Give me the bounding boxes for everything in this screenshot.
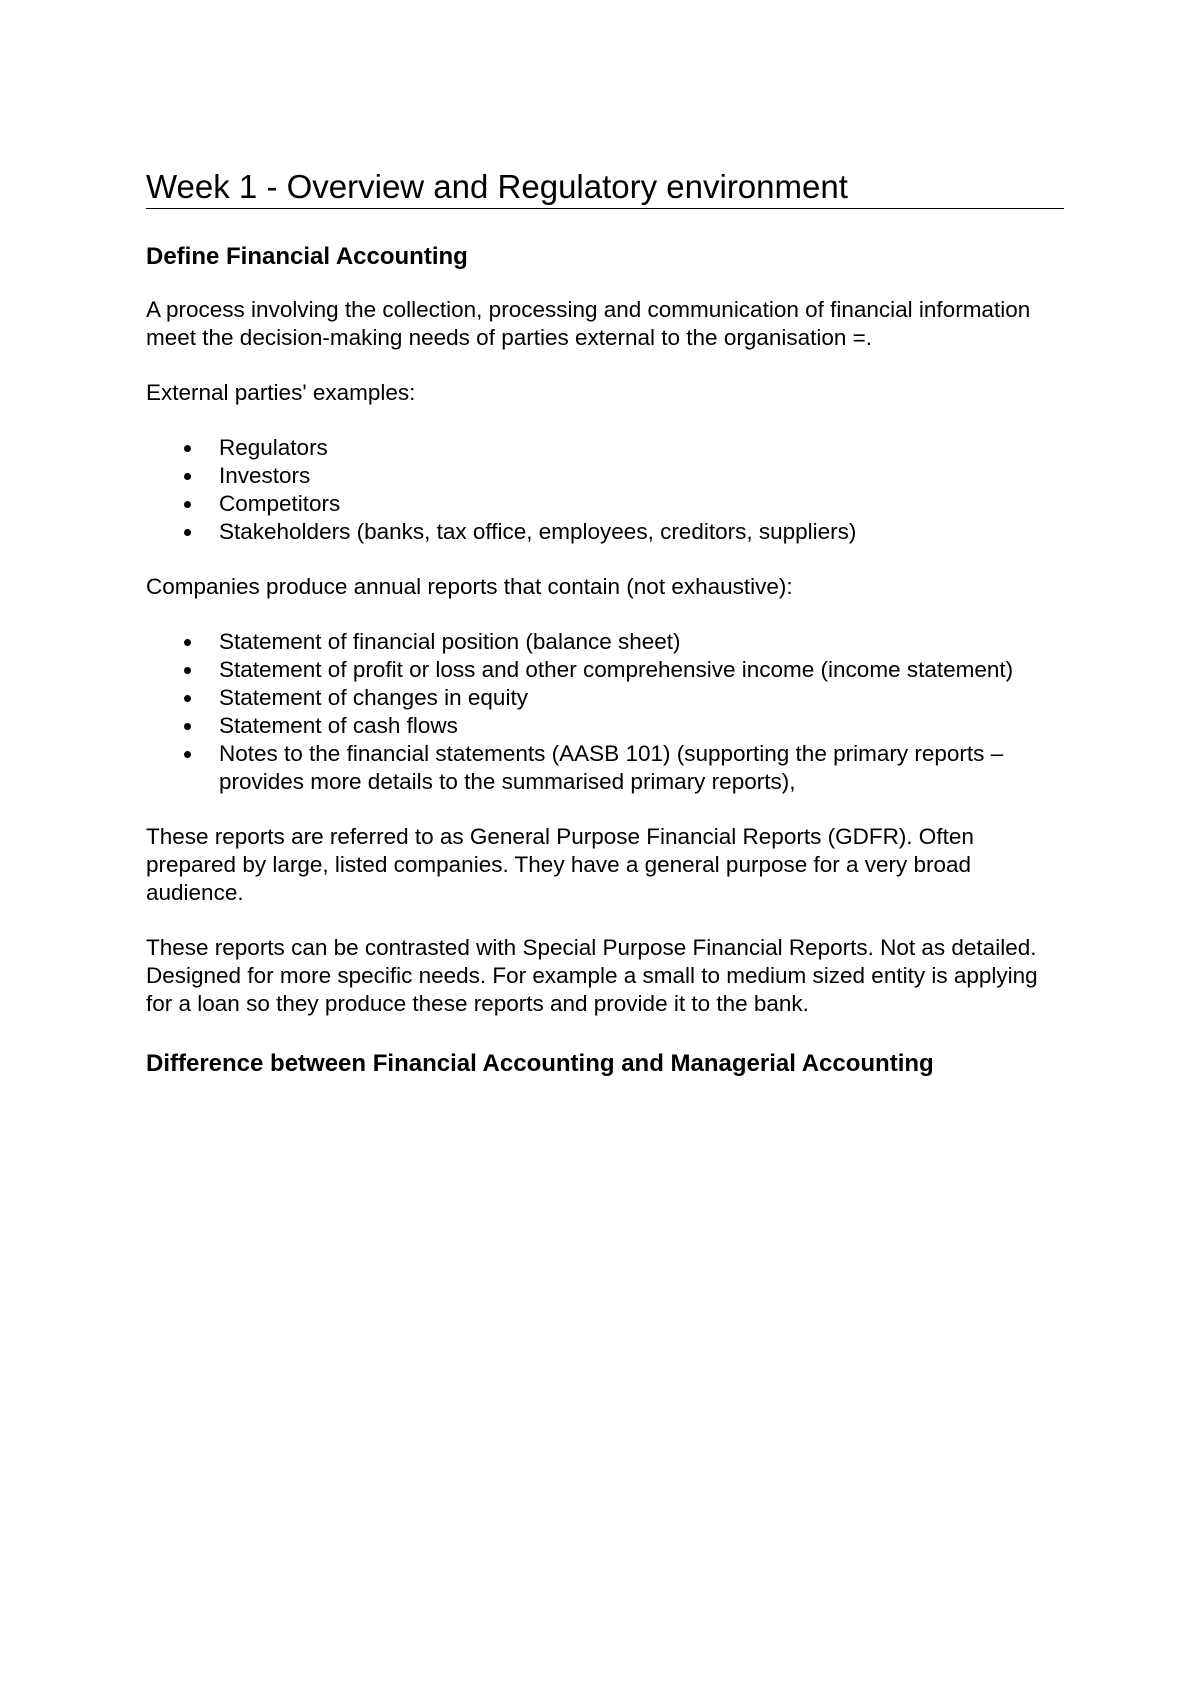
annual-reports-intro: Companies produce annual reports that contain (not exhaustive): [146,573,793,599]
section-heading-define: Define Financial Accounting [146,242,468,270]
bullet-icon [184,445,191,452]
list-item: Regulators [146,434,1066,462]
list-item: Investors [146,462,1066,490]
list-item: Statement of financial position (balance sheet) [146,628,1066,656]
external-parties-list [146,434,1066,546]
bullet-icon [184,529,191,536]
bullet-icon [184,751,191,758]
list-item: Statement of cash flows [146,712,1066,740]
bullet-icon [184,473,191,480]
bullet-icon [184,695,191,702]
list-item: Statement of changes in equity [146,684,1066,712]
spfr-paragraph: These reports can be contrasted with Special Purpose Financial Reports. Not as detailed. Designed for more specific needs. For example a small to medium sized entity is applying for a loan so they produce these reports and provide it to the bank. [146,934,1038,1016]
section-heading-difference: Difference between Financial Accounting and Managerial Accounting [146,1049,934,1077]
definition-paragraph: A process involving the collection, processing and communication of financial information meet the decision-making needs of parties external to the organisation =. [146,296,1031,350]
list-item: Notes to the financial statements (AASB 101) (supporting the primary reports – provides more details to the summarised primary reports), [146,740,1066,796]
bullet-icon [184,723,191,730]
bullet-icon [184,501,191,508]
bullet-icon [184,639,191,646]
list-item: Stakeholders (banks, tax office, employees, creditors, suppliers) [146,518,1066,546]
bullet-icon [184,667,191,674]
document-title: Week 1 - Overview and Regulatory environment [146,168,1064,209]
list-item: Statement of profit or loss and other comprehensive income (income statement) [146,656,1066,684]
list-item: Competitors [146,490,1066,518]
gpfr-paragraph: These reports are referred to as General Purpose Financial Reports (GDFR). Often prepared by large, listed companies. They have a general purpose for a very broad audience. [146,823,974,905]
annual-reports-list [146,628,1066,796]
external-parties-intro: External parties' examples: [146,379,416,405]
